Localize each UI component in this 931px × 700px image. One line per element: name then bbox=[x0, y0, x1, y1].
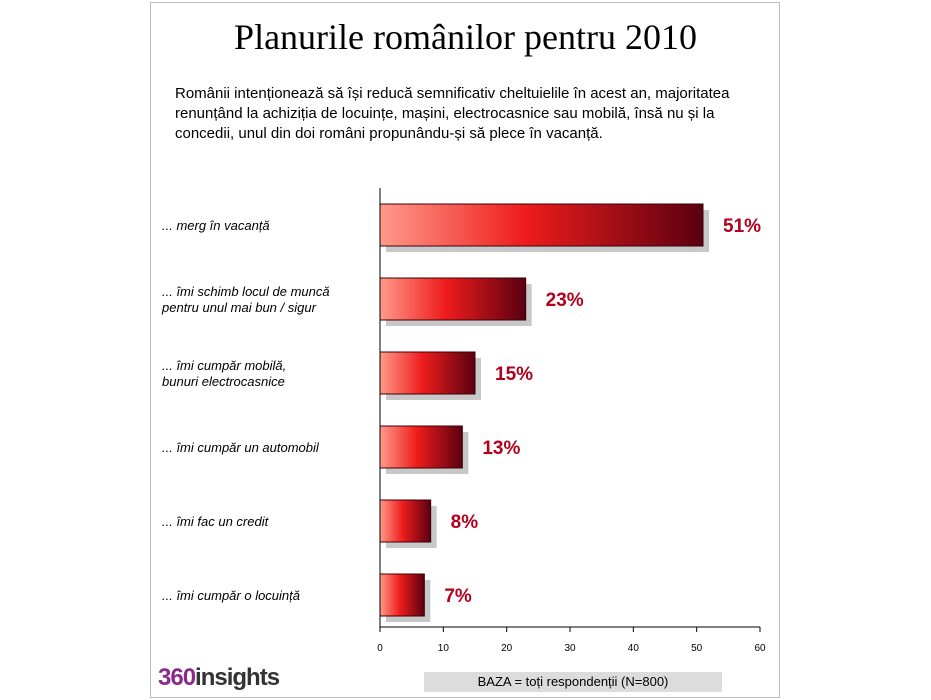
category-label: ... îmi fac un credit bbox=[162, 514, 269, 529]
category-label: ... merg în vacanță bbox=[162, 218, 270, 233]
x-tick-label: 30 bbox=[564, 643, 576, 654]
category-label: ... îmi cumpăr o locuință bbox=[162, 588, 300, 603]
x-tick-label: 10 bbox=[437, 643, 449, 654]
value-label: 8% bbox=[450, 512, 479, 533]
brand-logo bbox=[158, 664, 279, 692]
chart-title: Planurile românilor pentru 2010 bbox=[234, 17, 697, 57]
bar bbox=[380, 574, 424, 616]
bar bbox=[380, 278, 526, 320]
x-tick-label: 20 bbox=[501, 643, 513, 654]
x-tick-label: 40 bbox=[627, 643, 639, 654]
bar bbox=[380, 352, 475, 394]
x-axis bbox=[377, 188, 766, 654]
x-tick-label: 60 bbox=[754, 643, 766, 654]
category-label: ... îmi schimb locul de muncă pentru unul mai bun / sigur bbox=[162, 284, 330, 315]
bar bbox=[380, 500, 431, 542]
value-label: 23% bbox=[545, 290, 584, 311]
logo-number: 360 bbox=[158, 664, 196, 691]
bar bbox=[380, 426, 462, 468]
chart-subtitle: Românii intenționează să își reducă semnificativ cheltuielile în acest an, majoritatea renunțând la achiziția de locuințe, mașini, electrocasnice sau mobilă, însă nu și la concedii, unul din doi români propunându-și să plece în vacanță. bbox=[175, 85, 730, 142]
bars-layer bbox=[161, 204, 761, 622]
logo-word: insights bbox=[195, 664, 280, 691]
bar bbox=[380, 204, 703, 246]
x-tick-label: 0 bbox=[377, 643, 383, 654]
value-label: 15% bbox=[495, 364, 534, 385]
value-label: 51% bbox=[723, 216, 762, 237]
category-label: ... îmi cumpăr mobilă, bunuri electrocasnice bbox=[162, 358, 287, 389]
x-tick-label: 50 bbox=[691, 643, 703, 654]
category-label: ... îmi cumpăr un automobil bbox=[162, 440, 319, 455]
value-label: 13% bbox=[482, 438, 521, 459]
base-note: BAZA = toți respondenții (N=800) bbox=[424, 672, 722, 692]
value-label: 7% bbox=[444, 586, 472, 607]
